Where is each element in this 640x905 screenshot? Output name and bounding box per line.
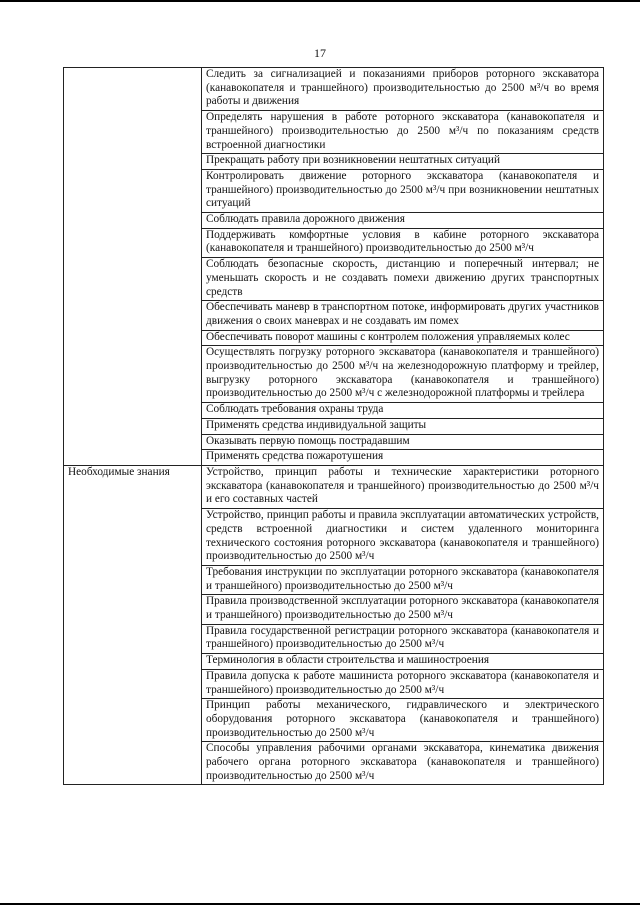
skill-item: Следить за сигнализацией и показаниями приборов роторного экскаватора (канавокопателя и траншейного) производительностью до 2500 м³/ч во время работы и движения [202,68,604,111]
skill-item: Обеспечивать маневр в транспортном потоке, информировать других участников движения о своих маневрах и не создавать им помех [202,301,604,330]
skill-item: Осуществлять погрузку роторного экскаватора (канавокопателя и траншейного) производительностью до 2500 м³/ч на железнодорожную платформу и трейлер, выгрузку роторного экскаватора (канавокопателя и траншейного) производительностью до 2500 м³/ч с железнодорожной платформы и трейлера [202,346,604,403]
skill-item: Оказывать первую помощь пострадавшим [202,434,604,450]
skills-label-cell [64,68,202,466]
skill-item: Применять средства пожаротушения [202,450,604,466]
knowledge-item: Правила допуска к работе машиниста роторного экскаватора (канавокопателя и траншейного) производительностью до 2500 м³/ч [202,669,604,698]
table-row [64,465,604,508]
knowledge-item: Правила государственной регистрации роторного экскаватора (канавокопателя и траншейного) производительностью до 2500 м³/ч [202,624,604,653]
knowledge-item: Терминология в области строительства и машиностроения [202,654,604,670]
table-body [64,68,604,785]
table-row [64,68,604,111]
skill-item: Соблюдать безопасные скорость, дистанцию и поперечный интервал; не уменьшать скорость и не создавать помехи движению других транспортных средств [202,258,604,301]
skill-item: Соблюдать требования охраны труда [202,403,604,419]
knowledge-label-cell: Необходимые знания [64,465,202,784]
skill-item: Контролировать движение роторного экскаватора (канавокопателя и траншейного) производительностью до 2500 м³/ч при возникновении нештатных ситуаций [202,169,604,212]
skill-item: Обеспечивать поворот машины с контролем положения управляемых колес [202,330,604,346]
skill-item: Прекращать работу при возникновении нештатных ситуаций [202,154,604,170]
knowledge-item: Принцип работы механического, гидравлического и электрического оборудования роторного экскаватора (канавокопателя и траншейного) производительностью до 2500 м³/ч [202,699,604,742]
scan-top-edge [0,0,640,2]
skill-item: Соблюдать правила дорожного движения [202,213,604,229]
knowledge-item: Способы управления рабочими органами экскаватора, кинематика движения рабочего органа роторного экскаватора (канавокопателя и траншейного) производительностью до 2500 м³/ч [202,742,604,785]
skill-item: Применять средства индивидуальной защиты [202,418,604,434]
requirements-table [63,67,604,785]
knowledge-item: Устройство, принцип работы и правила эксплуатации автоматических устройств, средств встроенной диагностики и систем удаленного мониторинга технического состояния роторного экскаватора (канавокопателя и траншейного) производительностью до 2500 м³/ч [202,509,604,566]
page-number: 17 [314,46,326,60]
skill-item: Поддерживать комфортные условия в кабине роторного экскаватора (канавокопателя и траншейного) производительностью до 2500 м³/ч [202,228,604,257]
knowledge-item: Правила производственной эксплуатации роторного экскаватора (канавокопателя и траншейного) производительностью до 2500 м³/ч [202,595,604,624]
knowledge-item: Устройство, принцип работы и технические характеристики роторного экскаватора (канавокопателя и траншейного) производительностью до 2500 м³/ч и его составных частей [202,465,604,508]
knowledge-item: Требования инструкции по эксплуатации роторного экскаватора (канавокопателя и траншейного) производительностью до 2500 м³/ч [202,565,604,594]
skill-item: Определять нарушения в работе роторного экскаватора (канавокопателя и траншейного) производительностью до 2500 м³/ч по показаниям средств встроенной диагностики [202,111,604,154]
